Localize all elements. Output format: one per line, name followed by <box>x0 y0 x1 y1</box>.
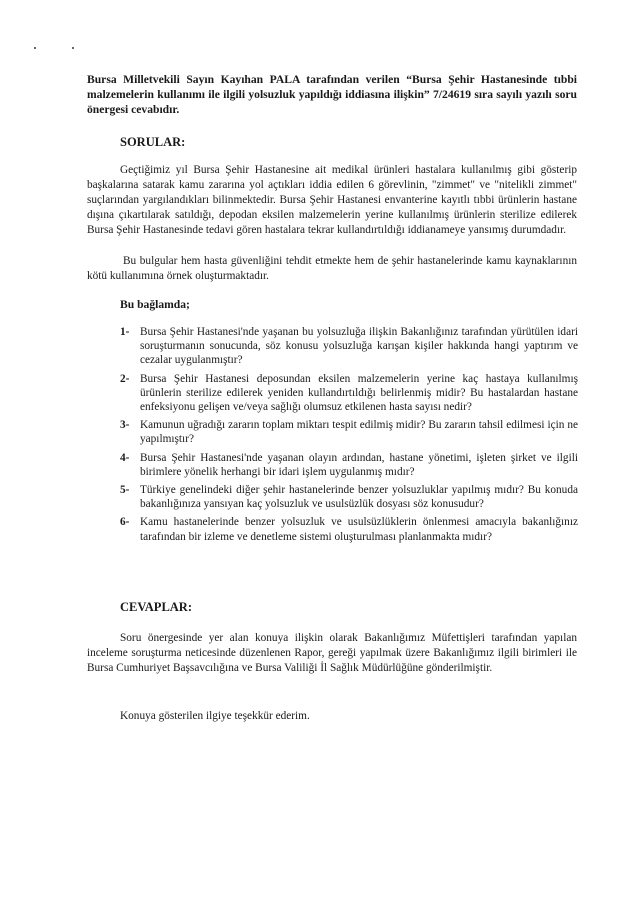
question-item <box>120 483 578 511</box>
question-item <box>120 451 578 479</box>
question-item <box>120 372 578 415</box>
cevaplar-heading: CEVAPLAR: <box>120 600 192 614</box>
intro-paragraph: Geçtiğimiz yıl Bursa Şehir Hastanesine ait medikal ürünleri hastalara kullanılmış gibi gösterip başkalarına satarak kamu zararına yol açtıkları iddia edilen 6 görevlinin, "zimmet" ve "nitelikli zimmet" suçlarından yargılandıkları bilinmektedir. Bursa Şehir Hastanesi envanterine kayıtlı tıbbi ürünlerin hastane dışına çıkartılarak satıldığı, depodan eksilen malzemelerin yerine kullanılmış ürünlerin sterilize edilerek Bursa Şehir Hastanesinde tedavi gören hastalara tekrar kullandırtıldığı iddianameye yansımış durumdadır. <box>87 164 577 236</box>
question-item <box>120 418 578 446</box>
question-number: 2- <box>120 372 130 385</box>
question-text: Kamu hastanelerinde benzer yolsuzluk ve usulsüzlüklerin önlenmesi amacıyla bakanlığınız tarafından bir izleme ve denetleme sistemi oluşturulması planlanmakta mıdır? <box>140 516 578 543</box>
question-text: Kamunun uğradığı zararın toplam miktarı tespit edilmiş midir? Bu zararın tahsil edilmesi için ne yapılmıştır? <box>140 419 578 446</box>
question-text: Bursa Şehir Hastanesi'nde yaşanan bu yolsuzluğa ilişkin Bakanlığınız tarafından yürütülen idari soruşturmanın sonucunda, söz konusu yolsuzluğa karışan kişiler hakkında hangi yaptırım ve cezalar uygulanmıştır? <box>140 326 578 367</box>
question-item <box>120 515 578 543</box>
question-number: 6- <box>120 516 130 529</box>
question-list <box>120 325 578 548</box>
sorular-heading: SORULAR: <box>120 135 186 149</box>
question-text: Bursa Şehir Hastanesi deposundan eksilen malzemelerin yerine kaç hastaya kullanılmış ürünlerin sterilize edilerek yeniden kullandırtıldığı belirlenmiş midir? Bu hastalardan hastane enfeksiyonu gelişen ve/veya sağlığı olumsuz etkilenen hasta sayısı nedir? <box>140 372 578 414</box>
subheading: Bu bağlamda; <box>120 298 190 311</box>
closing-line: Konuya gösterilen ilgiye teşekkür ederim. <box>120 710 310 722</box>
question-number: 3- <box>120 419 130 432</box>
question-number: 4- <box>120 451 130 464</box>
question-number: 5- <box>120 484 130 497</box>
answer-paragraph: Soru önergesinde yer alan konuya ilişkin olarak Bakanlığımız Müfettişleri tarafından yapılan inceleme soruşturma neticesinde düzenlenen Rapor, gereği yapılmak üzere Bakanlığımız ilgili birimleri ile Bursa Cumhuriyet Başsavcılığına ve Bursa Valiliği İl Sağlık Müdürlüğüne gönderilmiştir. <box>87 632 577 674</box>
scan-mark <box>34 47 36 49</box>
scan-mark <box>72 47 74 49</box>
question-number: 1- <box>120 326 130 338</box>
question-item <box>120 325 578 368</box>
intro-paragraph: Bu bulgular hem hasta güvenliğini tehdit etmekte hem de şehir hastanelerinde kamu kaynaklarının kötü kullanımına örnek oluşturmaktadır. <box>87 255 577 282</box>
question-text: Türkiye genelindeki diğer şehir hastanelerinde benzer yolsuzluklar yapılmış mıdır? Bu konuda bakanlığınıza yansıyan kaç yolsuzluk ve usulsüzlük dosyası söz konusudur? <box>140 484 578 511</box>
question-text: Bursa Şehir Hastanesi'nde yaşanan olayın ardından, hastane yönetimi, işleten şirket ve ilgili birimlere yönelik herhangi bir idari işlem uygulanmış mıdır? <box>140 451 578 478</box>
document-header: Bursa Milletvekili Sayın Kayıhan PALA tarafından verilen “Bursa Şehir Hastanesinde tıbbi malzemelerin kullanımı ile ilgili yolsuzluk yapıldığı iddiasına ilişkin” 7/24619 sıra sayılı yazılı soru önergesi cevabıdır. <box>87 73 577 116</box>
